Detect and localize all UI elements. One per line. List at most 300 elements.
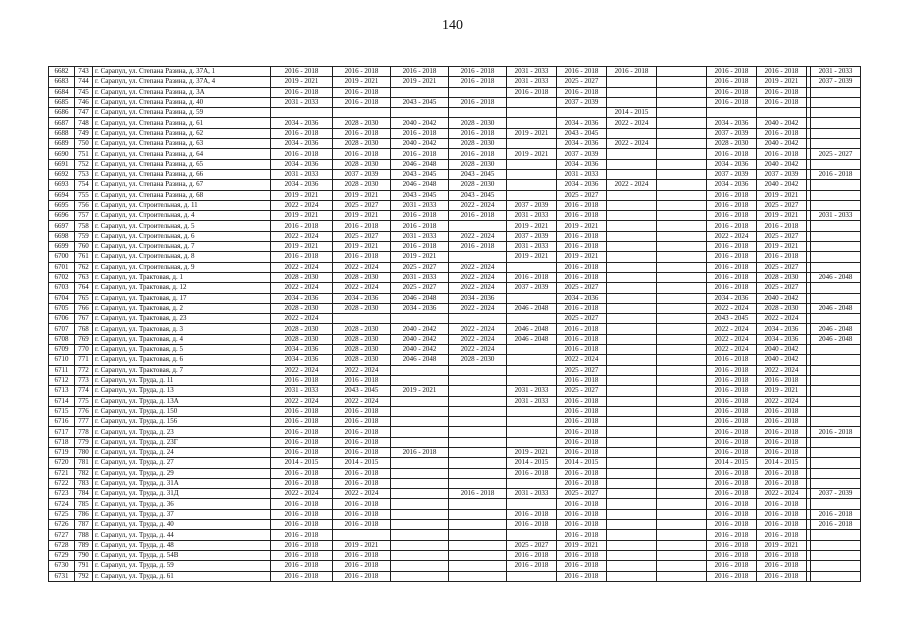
index-cell: 6700 [49,252,75,262]
period-cell: 2016 - 2018 [707,190,757,200]
period-cell: 2037 - 2039 [707,169,757,179]
index-cell: 781 [75,458,93,468]
period-cell: 2040 - 2042 [757,180,807,190]
period-cell: 2016 - 2018 [557,87,607,97]
period-cell: 2016 - 2018 [449,489,507,499]
address-cell: г. Сарапул, ул. Труда, д. 13А [93,396,271,406]
period-cell: 2016 - 2018 [333,67,391,77]
period-cell: 2037 - 2039 [811,77,861,87]
index-cell: 6687 [49,118,75,128]
period-cell: 2016 - 2018 [333,128,391,138]
index-cell: 755 [75,190,93,200]
index-cell: 6709 [49,345,75,355]
index-cell: 6713 [49,386,75,396]
period-cell: 2016 - 2018 [707,499,757,509]
period-cell [507,499,557,509]
index-cell: 790 [75,550,93,560]
table-row [49,200,861,210]
index-cell: 6716 [49,417,75,427]
period-cell: 2025 - 2027 [557,77,607,87]
index-cell: 6729 [49,550,75,560]
period-cell: 2040 - 2042 [391,345,449,355]
period-cell: 2022 - 2024 [707,303,757,313]
period-cell [449,550,507,560]
period-cell [391,406,449,416]
table-row [49,447,861,457]
period-cell [811,396,861,406]
table-row [49,520,861,530]
period-cell: 2016 - 2018 [449,97,507,107]
period-cell: 2016 - 2018 [507,520,557,530]
period-cell: 2016 - 2018 [707,417,757,427]
period-cell: 2034 - 2036 [333,293,391,303]
period-cell: 2016 - 2018 [271,406,333,416]
period-cell: 2028 - 2030 [333,139,391,149]
period-cell: 2022 - 2024 [707,334,757,344]
index-cell: 6706 [49,314,75,324]
address-cell: г. Сарапул, ул. Степана Разина, д. 40 [93,97,271,107]
period-cell [607,128,657,138]
period-cell: 2028 - 2030 [333,272,391,282]
period-cell: 2016 - 2018 [271,417,333,427]
period-cell [811,365,861,375]
period-cell: 2031 - 2033 [391,272,449,282]
period-cell: 2028 - 2030 [333,303,391,313]
period-cell [811,345,861,355]
period-cell [657,314,707,324]
period-cell [811,118,861,128]
period-cell: 2019 - 2021 [757,77,807,87]
period-cell [391,375,449,385]
address-cell: г. Сарапул, ул. Трактовая, д. 6 [93,355,271,365]
table-row [49,77,861,87]
period-cell [657,149,707,159]
period-cell: 2016 - 2018 [333,509,391,519]
period-cell [507,314,557,324]
period-cell: 2016 - 2018 [391,67,449,77]
period-cell [507,118,557,128]
period-cell: 2034 - 2036 [271,345,333,355]
period-cell: 2016 - 2018 [707,540,757,550]
address-cell: г. Сарапул, ул. Степана Разина, д. 68 [93,190,271,200]
index-cell: 758 [75,221,93,231]
period-cell: 2016 - 2018 [557,262,607,272]
period-cell [507,437,557,447]
period-cell: 2025 - 2027 [557,283,607,293]
address-cell: г. Сарапул, ул. Степана Разина, д. 66 [93,169,271,179]
period-cell [657,169,707,179]
period-cell: 2014 - 2015 [507,458,557,468]
index-cell: 753 [75,169,93,179]
table-row [49,458,861,468]
period-cell [607,97,657,107]
period-cell: 2043 - 2045 [391,97,449,107]
period-cell: 2016 - 2018 [707,478,757,488]
period-cell [657,283,707,293]
period-cell: 2028 - 2030 [449,139,507,149]
period-cell [811,561,861,571]
period-cell [391,571,449,581]
table-row [49,128,861,138]
period-cell: 2028 - 2030 [449,118,507,128]
period-cell: 2034 - 2036 [391,303,449,313]
period-cell [333,314,391,324]
index-cell: 6730 [49,561,75,571]
table-row [49,293,861,303]
period-cell: 2016 - 2018 [707,489,757,499]
period-cell: 2016 - 2018 [271,561,333,571]
period-cell [811,550,861,560]
period-cell [811,200,861,210]
period-cell: 2016 - 2018 [507,509,557,519]
period-cell [449,252,507,262]
period-cell: 2016 - 2018 [333,252,391,262]
table-row [49,242,861,252]
index-cell: 6705 [49,303,75,313]
period-cell: 2016 - 2018 [707,561,757,571]
period-cell: 2016 - 2018 [557,478,607,488]
period-cell [449,478,507,488]
period-cell [657,200,707,210]
period-cell: 2037 - 2039 [507,200,557,210]
period-cell [507,365,557,375]
period-cell: 2046 - 2048 [811,334,861,344]
period-cell: 2016 - 2018 [707,355,757,365]
index-cell: 774 [75,386,93,396]
index-cell: 783 [75,478,93,488]
period-cell: 2028 - 2030 [707,139,757,149]
index-cell: 6725 [49,509,75,519]
period-cell: 2028 - 2030 [333,334,391,344]
table-row [49,571,861,581]
table-row [49,87,861,97]
index-cell: 759 [75,231,93,241]
period-cell [507,571,557,581]
period-cell [607,334,657,344]
period-cell: 2022 - 2024 [333,365,391,375]
period-cell: 2016 - 2018 [271,252,333,262]
table-row [49,489,861,499]
address-cell: г. Сарапул, ул. Степана Разина, д. 65 [93,159,271,169]
address-cell: г. Сарапул, ул. Строительная, д. 11 [93,200,271,210]
period-cell: 2025 - 2027 [757,231,807,241]
period-cell: 2016 - 2018 [557,345,607,355]
period-cell: 2028 - 2030 [449,159,507,169]
period-cell: 2028 - 2030 [333,345,391,355]
period-cell: 2016 - 2018 [757,427,807,437]
index-cell: 6692 [49,169,75,179]
period-cell [811,108,861,118]
period-cell: 2022 - 2024 [757,314,807,324]
table-row [49,561,861,571]
period-cell: 2031 - 2033 [507,211,557,221]
period-cell: 2019 - 2021 [271,77,333,87]
period-cell [811,437,861,447]
period-cell [507,375,557,385]
address-cell: г. Сарапул, ул. Труда, д. 150 [93,406,271,416]
index-cell: 764 [75,283,93,293]
period-cell: 2016 - 2018 [271,540,333,550]
period-cell: 2022 - 2024 [757,489,807,499]
period-cell [507,190,557,200]
address-cell: г. Сарапул, ул. Труда, д. 37 [93,509,271,519]
table-row [49,211,861,221]
address-cell: г. Сарапул, ул. Труда, д. 29 [93,468,271,478]
period-cell [607,262,657,272]
period-cell [811,87,861,97]
period-cell [449,447,507,457]
address-cell: г. Сарапул, ул. Трактовая, д. 5 [93,345,271,355]
index-cell: 6683 [49,77,75,87]
period-cell: 2016 - 2018 [707,365,757,375]
table-row [49,540,861,550]
period-cell: 2016 - 2018 [271,520,333,530]
period-cell: 2016 - 2018 [557,375,607,385]
table-row [49,478,861,488]
period-cell: 2019 - 2021 [271,190,333,200]
period-cell [607,345,657,355]
period-cell: 2016 - 2018 [707,530,757,540]
period-cell [811,314,861,324]
period-cell: 2016 - 2018 [391,211,449,221]
period-cell [391,437,449,447]
period-cell: 2016 - 2018 [707,437,757,447]
period-cell: 2022 - 2024 [333,283,391,293]
period-cell [811,406,861,416]
period-cell [657,97,707,107]
period-cell [811,242,861,252]
index-cell: 6710 [49,355,75,365]
index-cell: 780 [75,447,93,457]
period-cell: 2016 - 2018 [707,396,757,406]
period-cell: 2016 - 2018 [811,520,861,530]
address-cell: г. Сарапул, ул. Трактовая, д. 3 [93,324,271,334]
period-cell: 2016 - 2018 [449,211,507,221]
period-cell [449,427,507,437]
period-cell [811,458,861,468]
period-cell: 2031 - 2033 [391,231,449,241]
period-cell: 2016 - 2018 [391,128,449,138]
period-cell [811,283,861,293]
period-cell [811,540,861,550]
period-cell [333,108,391,118]
period-cell [449,108,507,118]
period-cell: 2016 - 2018 [707,386,757,396]
index-cell: 6697 [49,221,75,231]
period-cell: 2025 - 2027 [333,200,391,210]
period-cell: 2016 - 2018 [271,149,333,159]
period-cell [449,540,507,550]
address-cell: г. Сарапул, ул. Степана Разина, д. 67 [93,180,271,190]
index-cell: 747 [75,108,93,118]
period-cell: 2028 - 2030 [271,324,333,334]
period-cell: 2016 - 2018 [707,252,757,262]
period-cell: 2019 - 2021 [557,252,607,262]
period-cell [607,561,657,571]
period-cell [811,417,861,427]
address-cell: г. Сарапул, ул. Труда, д. 44 [93,530,271,540]
period-cell [657,262,707,272]
table-row [49,180,861,190]
period-cell: 2034 - 2036 [557,180,607,190]
period-cell: 2016 - 2018 [391,447,449,457]
period-cell: 2016 - 2018 [557,509,607,519]
period-cell [507,427,557,437]
index-cell: 773 [75,375,93,385]
period-cell: 2016 - 2018 [557,437,607,447]
index-cell: 6704 [49,293,75,303]
address-cell: г. Сарапул, ул. Труда, д. 23 [93,427,271,437]
period-cell [811,262,861,272]
period-cell [607,509,657,519]
period-cell: 2016 - 2018 [757,406,807,416]
period-cell [657,365,707,375]
index-cell: 6702 [49,272,75,282]
period-cell: 2016 - 2018 [333,406,391,416]
period-cell: 2016 - 2018 [757,252,807,262]
period-cell: 2016 - 2018 [271,468,333,478]
table-row [49,314,861,324]
period-cell [449,458,507,468]
period-cell: 2019 - 2021 [757,540,807,550]
period-cell: 2019 - 2021 [391,252,449,262]
period-cell [507,180,557,190]
table-row [49,396,861,406]
period-cell: 2046 - 2048 [391,355,449,365]
period-cell [607,499,657,509]
period-cell: 2043 - 2045 [449,190,507,200]
period-cell: 2016 - 2018 [271,550,333,560]
index-cell: 757 [75,211,93,221]
period-cell [449,417,507,427]
address-cell: г. Сарапул, ул. Строительная, д. 6 [93,231,271,241]
period-cell [607,468,657,478]
period-cell [607,458,657,468]
period-cell: 2014 - 2015 [557,458,607,468]
table-row [49,334,861,344]
table-row [49,303,861,313]
period-cell: 2046 - 2048 [811,272,861,282]
period-cell [449,530,507,540]
period-cell [607,427,657,437]
period-cell: 2016 - 2018 [757,530,807,540]
index-cell: 6719 [49,447,75,457]
period-cell: 2016 - 2018 [449,67,507,77]
index-cell: 6694 [49,190,75,200]
period-cell [657,159,707,169]
period-cell: 2016 - 2018 [449,242,507,252]
period-cell [607,396,657,406]
index-cell: 786 [75,509,93,519]
period-cell [811,478,861,488]
period-cell [507,406,557,416]
period-cell: 2016 - 2018 [707,149,757,159]
period-cell: 2034 - 2036 [557,293,607,303]
period-cell [607,252,657,262]
index-cell: 791 [75,561,93,571]
period-cell [657,437,707,447]
index-cell: 748 [75,118,93,128]
period-cell: 2016 - 2018 [557,499,607,509]
period-cell [391,458,449,468]
period-cell: 2043 - 2045 [449,169,507,179]
period-cell: 2022 - 2024 [333,262,391,272]
period-cell: 2016 - 2018 [557,242,607,252]
index-cell: 6708 [49,334,75,344]
period-cell: 2022 - 2024 [707,324,757,334]
period-cell [811,221,861,231]
index-cell: 6731 [49,571,75,581]
period-cell: 2016 - 2018 [271,87,333,97]
address-cell: г. Сарапул, ул. Строительная, д. 7 [93,242,271,252]
period-cell: 2016 - 2018 [507,87,557,97]
period-cell [607,77,657,87]
table-row [49,283,861,293]
address-cell: г. Сарапул, ул. Трактовая, д. 7 [93,365,271,375]
period-cell: 2016 - 2018 [333,447,391,457]
table-row [49,221,861,231]
period-cell [449,314,507,324]
period-cell: 2019 - 2021 [757,190,807,200]
period-cell: 2016 - 2018 [707,211,757,221]
period-cell [607,478,657,488]
index-cell: 6701 [49,262,75,272]
period-cell: 2043 - 2045 [557,128,607,138]
period-cell: 2022 - 2024 [449,303,507,313]
period-cell [657,345,707,355]
period-cell: 2016 - 2018 [333,97,391,107]
period-cell: 2040 - 2042 [391,118,449,128]
period-cell: 2016 - 2018 [811,509,861,519]
period-cell [449,386,507,396]
index-cell: 6682 [49,67,75,77]
period-cell: 2034 - 2036 [707,118,757,128]
period-cell: 2046 - 2048 [811,324,861,334]
period-cell: 2031 - 2033 [811,67,861,77]
period-cell: 2028 - 2030 [333,118,391,128]
address-cell: г. Сарапул, ул. Труда, д. 27 [93,458,271,468]
period-cell [507,345,557,355]
period-cell: 2040 - 2042 [757,355,807,365]
address-cell: г. Сарапул, ул. Строительная, д. 8 [93,252,271,262]
period-cell: 2040 - 2042 [757,345,807,355]
index-cell: 6728 [49,540,75,550]
period-cell [449,520,507,530]
period-cell: 2019 - 2021 [333,211,391,221]
period-cell: 2016 - 2018 [271,221,333,231]
table-row [49,365,861,375]
period-cell: 2016 - 2018 [557,468,607,478]
index-cell: 6696 [49,211,75,221]
period-cell [607,169,657,179]
period-cell: 2046 - 2048 [811,303,861,313]
period-cell: 2025 - 2027 [557,365,607,375]
period-cell [449,499,507,509]
period-cell [607,365,657,375]
period-cell [607,447,657,457]
period-cell [811,159,861,169]
period-cell: 2019 - 2021 [507,447,557,457]
period-cell: 2016 - 2018 [707,200,757,210]
address-cell: г. Сарапул, ул. Степана Разина, д. 37А, 1 [93,67,271,77]
period-cell: 2016 - 2018 [757,149,807,159]
period-cell [607,190,657,200]
period-cell [391,520,449,530]
period-cell: 2019 - 2021 [507,128,557,138]
period-cell [507,159,557,169]
period-cell [657,478,707,488]
period-cell [607,149,657,159]
